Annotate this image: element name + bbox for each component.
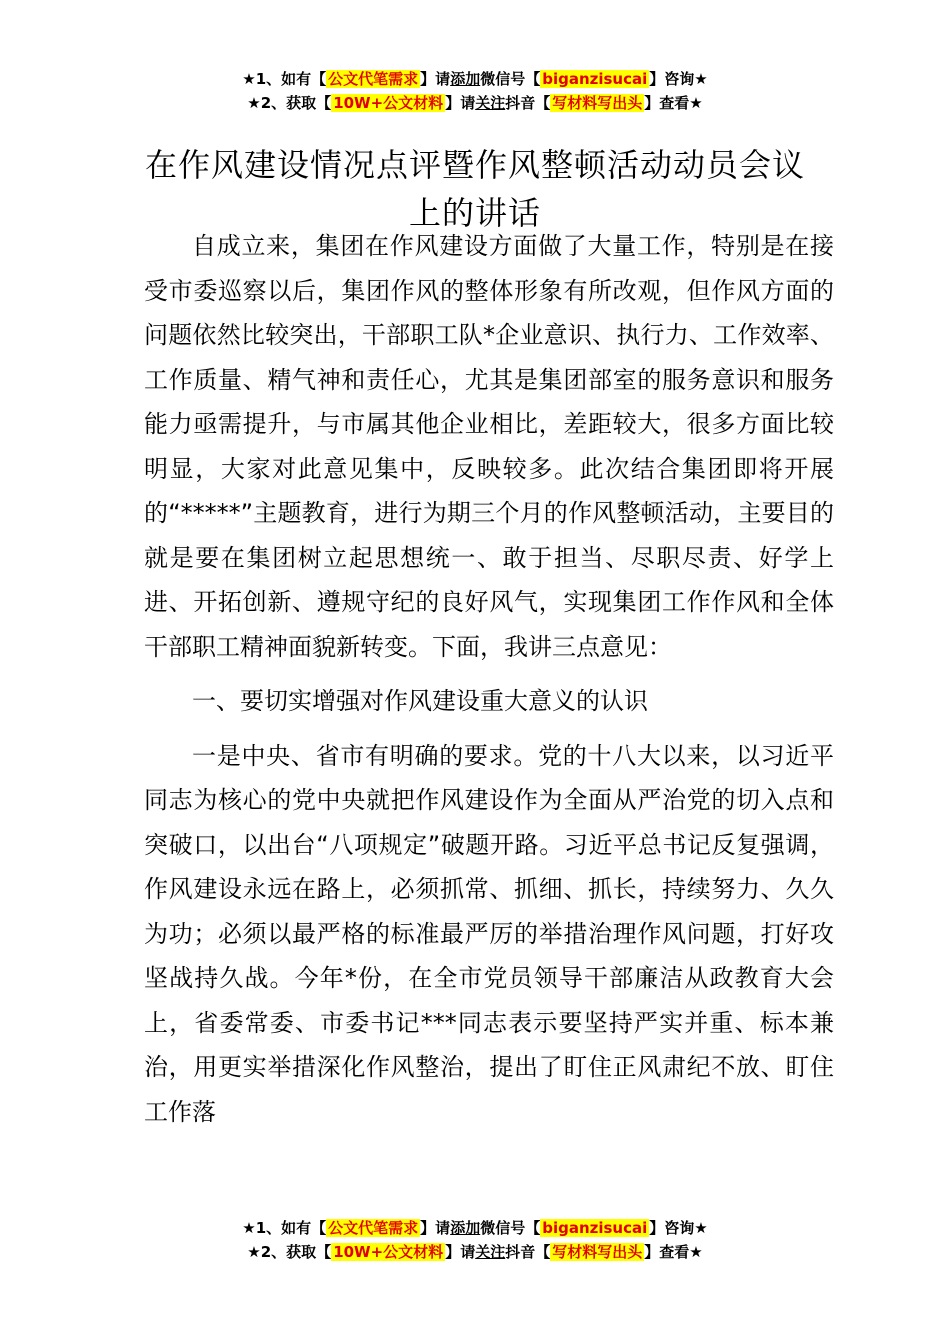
banner-text: 】咨询★ xyxy=(649,70,708,88)
banner-highlight: 公文代笔需求 xyxy=(328,70,419,88)
banner-text: 】请 xyxy=(420,70,451,88)
document-title: 在作风建设情况点评暨作风整顿活动动员会议上的讲话 xyxy=(144,146,805,233)
banner-text: ★1、如有【 xyxy=(242,1219,327,1237)
banner-text: 微信号【 xyxy=(480,1219,541,1237)
header-banner xyxy=(0,67,950,115)
banner-highlight: 10W+公文材料 xyxy=(333,1243,444,1261)
banner-line-2 xyxy=(0,91,950,115)
banner-highlight: 写材料写出头 xyxy=(552,1243,643,1261)
banner-highlight: 公文代笔需求 xyxy=(328,1219,419,1237)
banner-highlight: 写材料写出头 xyxy=(552,94,643,112)
banner-highlight: biganzisucai xyxy=(542,1219,648,1237)
banner-text: 】查看★ xyxy=(644,94,703,112)
banner-line-1 xyxy=(0,1216,950,1240)
paragraph: 自成立来，集团在作风建设方面做了大量工作，特别是在接受市委巡察以后，集团作风的整体形象有所改观，但作风方面的问题依然比较突出，干部职工队*企业意识、执行力、工作效率、工作质量、精气神和责任心，尤其是集团部室的服务意识和服务能力亟需提升，与市属其他企业相比，差距较大，很多方面比较明显，大家对此意见集中，反映较多。此次结合集团即将开展的“*****”主题教育，进行为期三个月的作风整顿活动，主要目的就是要在集团树立起思想统一、敢于担当、尽职尽责、好学上进、开拓创新、遵规守纪的良好风气，实现集团工作作风和全体干部职工精神面貌新转变。下面，我讲三点意见： xyxy=(144,232,834,661)
banner-text: 微信号【 xyxy=(480,70,541,88)
banner-text: ★1、如有【 xyxy=(242,70,327,88)
banner-text: ★2、获取【 xyxy=(247,94,332,112)
banner-text: 抖音【 xyxy=(505,94,551,112)
banner-underline: 添加 xyxy=(450,1219,481,1237)
banner-underline: 添加 xyxy=(450,70,481,88)
banner-highlight: biganzisucai xyxy=(542,70,648,88)
banner-text: 抖音【 xyxy=(505,1243,551,1261)
banner-text: ★2、获取【 xyxy=(247,1243,332,1261)
banner-text: 】请 xyxy=(445,1243,476,1261)
banner-line-2 xyxy=(0,1240,950,1264)
section-heading: 一、要切实增强对作风建设重大意义的认识 xyxy=(192,687,648,715)
banner-line-1 xyxy=(0,67,950,91)
banner-underline: 关注 xyxy=(475,1243,506,1261)
paragraph: 一是中央、省市有明确的要求。党的十八大以来，以习近平同志为核心的党中央就把作风建设作为全面从严治党的切入点和突破口，以出台“八项规定”破题开路。习近平总书记反复强调，作风建设永远在路上，必须抓常、抓细、抓长，持续努力、久久为功；必须以最严格的标准最严厉的举措治理作风问题，打好攻坚战持久战。今年*份，在全市党员领导干部廉洁从政教育大会上，省委常委、市委书记***同志表示要坚持严实并重、标本兼治，用更实举措深化作风整治，提出了盯住正风肃纪不放、盯住工作落 xyxy=(144,741,834,1126)
banner-text: 】请 xyxy=(445,94,476,112)
banner-text: 】咨询★ xyxy=(649,1219,708,1237)
banner-underline: 关注 xyxy=(475,94,506,112)
footer-banner xyxy=(0,1216,950,1264)
banner-highlight: 10W+公文材料 xyxy=(333,94,444,112)
banner-text: 】查看★ xyxy=(644,1243,703,1261)
banner-text: 】请 xyxy=(420,1219,451,1237)
document-body xyxy=(144,224,834,1134)
